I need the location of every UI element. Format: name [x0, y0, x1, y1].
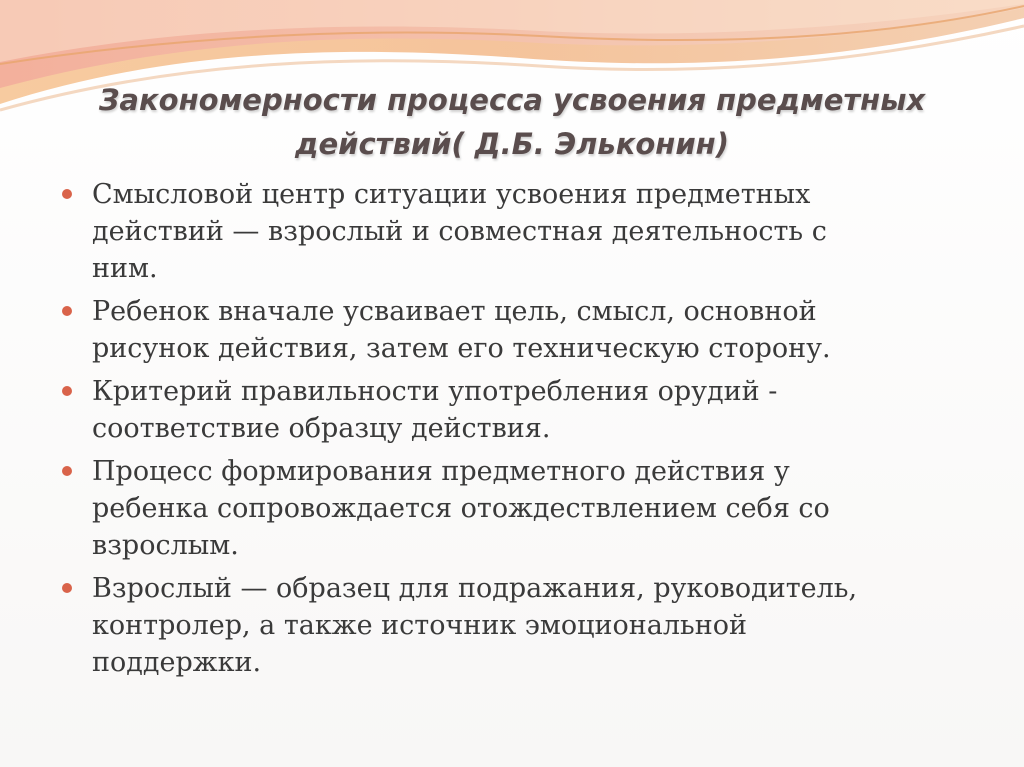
round-dot-icon	[62, 306, 72, 316]
bullet-line: поддержки.	[92, 647, 262, 678]
bullet-line: действий — взрослый и совместная деятельность с	[92, 216, 827, 247]
bullet-line: Смысловой центр ситуации усвоения предметных	[92, 179, 811, 210]
bullet-line: контролер, а также источник эмоциональной	[92, 610, 747, 641]
bullet-line: ним.	[92, 253, 158, 284]
bullet-line: рисунок действия, затем его техническую сторону.	[92, 333, 831, 364]
bullet-item	[62, 570, 962, 681]
bullet-item	[62, 453, 962, 564]
bullet-item	[62, 293, 962, 367]
slide-title-line-2: действий( Д.Б. Эльконин)	[295, 127, 729, 161]
bullet-line: взрослым.	[92, 530, 239, 561]
round-dot-icon	[62, 466, 72, 476]
round-dot-icon	[62, 583, 72, 593]
bullet-line: Взрослый — образец для подражания, руководитель,	[92, 573, 858, 604]
bullet-list	[62, 176, 962, 687]
round-dot-icon	[62, 386, 72, 396]
round-dot-icon	[62, 189, 72, 199]
slide-title	[60, 78, 964, 166]
bullet-line: Ребенок вначале усваивает цель, смысл, основной	[92, 296, 817, 327]
bullet-item	[62, 176, 962, 287]
bullet-line: Процесс формирования предметного действия у	[92, 456, 790, 487]
bullet-item	[62, 373, 962, 447]
bullet-line: Критерий правильности употребления орудий -	[92, 376, 778, 407]
slide-title-line-1: Закономерности процесса усвоения предметных	[98, 83, 926, 117]
bullet-line: соответствие образцу действия.	[92, 413, 551, 444]
bullet-line: ребенка сопровождается отождествлением себя со	[92, 493, 830, 524]
